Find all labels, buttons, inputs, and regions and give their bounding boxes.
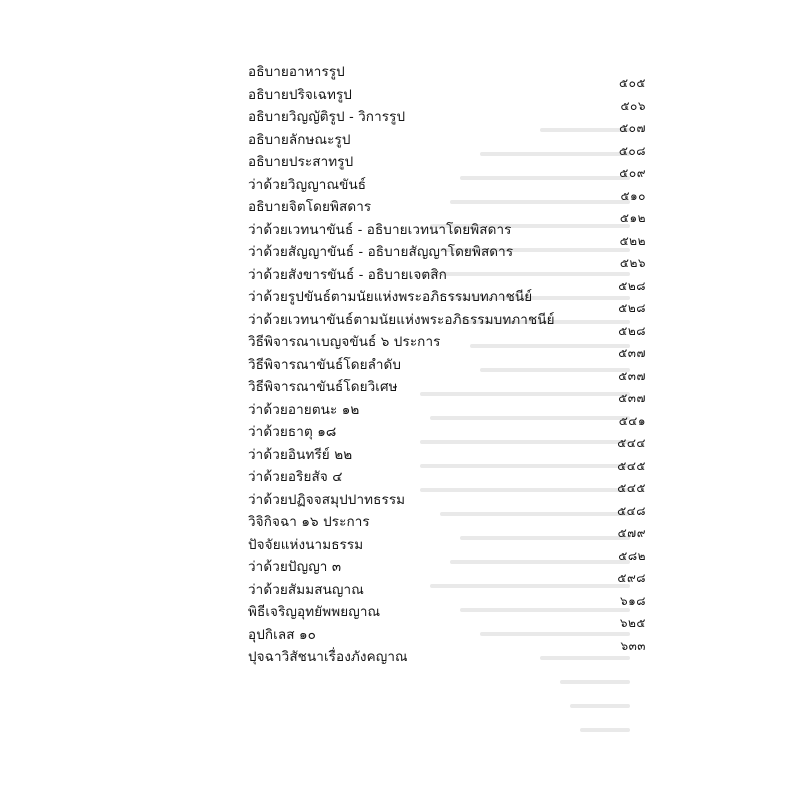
table-of-contents: [248, 62, 646, 670]
toc-entry-page: ๖๓๓: [620, 638, 646, 653]
toc-entry: [248, 62, 646, 90]
toc-entry-title: ว่าด้วยธาตุ ๑๘: [248, 424, 337, 440]
toc-entry-page: ๕๒๖: [619, 256, 646, 270]
toc-entry: [248, 602, 646, 630]
toc-entry: [248, 310, 646, 338]
toc-entry: [248, 377, 646, 405]
toc-entry-title: ว่าด้วยอริยสัจ ๔: [248, 469, 343, 485]
toc-entry-page: ๕๑๒: [619, 211, 646, 225]
toc-entry-page: ๕๗๙: [617, 526, 646, 540]
toc-entry-title: ว่าด้วยเวทนาขันธ์ตามนัยแห่งพระอภิธรรมบทภาชนีย์: [248, 311, 555, 328]
toc-entry-title: อธิบายอาหารรูป: [248, 64, 345, 80]
toc-entry: [248, 287, 646, 315]
toc-entry: [248, 197, 646, 225]
toc-entry: [248, 625, 646, 653]
toc-entry: [248, 467, 646, 495]
toc-entry: [248, 512, 646, 540]
toc-entry: [248, 490, 646, 518]
toc-entry-page: ๕๐๕: [619, 76, 646, 90]
toc-entry: [248, 332, 646, 360]
toc-entry-title: วิธีพิจารณาเบญจขันธ์ ๖ ประการ: [248, 334, 441, 350]
toc-entry-title: วิธีพิจารณาขันธ์โดยวิเศษ: [248, 379, 398, 395]
toc-entry: [248, 445, 646, 473]
toc-entry-title: ว่าด้วยอินทรีย์ ๒๒: [248, 446, 353, 463]
toc-entry-title: อธิบายประสาทรูป: [248, 154, 354, 170]
toc-entry-title: ปุจฉาวิสัชนาเรื่องภังคญาณ: [248, 649, 408, 665]
toc-entry-title: ว่าด้วยปฏิจจสมุปปาทธรรม: [248, 491, 406, 508]
toc-entry: [248, 175, 646, 203]
toc-entry-title: อธิบายลักษณะรูป: [248, 131, 351, 148]
toc-entry-title: ว่าด้วยอายตนะ ๑๒: [248, 401, 360, 418]
toc-entry-page: ๕๔๔: [617, 436, 646, 450]
toc-entry-page: ๕๒๒: [619, 233, 646, 248]
toc-entry-title: ปัจจัยแห่งนามธรรม: [248, 536, 364, 553]
toc-entry: [248, 557, 646, 585]
toc-entry-title: อธิบายจิตโดยพิสดาร: [248, 199, 372, 215]
toc-entry: [248, 647, 646, 670]
toc-entry-page: ๖๑๘: [620, 593, 646, 608]
toc-entry-title: อธิบายปริจเฉทรูป: [248, 86, 352, 103]
toc-entry-page: ๕๒๘: [618, 323, 646, 338]
toc-entry-page: ๕๔๑: [618, 413, 646, 428]
toc-entry-title: ว่าด้วยเวทนาขันธ์ - อธิบายเวทนาโดยพิสดาร: [248, 221, 512, 238]
toc-entry: [248, 580, 646, 608]
toc-entry: [248, 535, 646, 563]
toc-entry: [248, 265, 646, 293]
toc-entry-title: วิจิกิจฉา ๑๖ ประการ: [248, 514, 370, 530]
toc-entry-title: ว่าด้วยรูปขันธ์ตามนัยแห่งพระอภิธรรมบทภาชนีย์: [248, 289, 533, 305]
toc-entry-page: ๕๘๒: [618, 548, 646, 563]
toc-entry-page: ๕๐๙: [619, 166, 646, 180]
toc-entry-title: ว่าด้วยสังขารขันธ์ - อธิบายเจตสิก: [248, 266, 447, 283]
toc-entry-page: ๕๔๕: [617, 481, 646, 495]
toc-entry: [248, 220, 646, 248]
toc-entry: [248, 242, 646, 270]
toc-entry: [248, 400, 646, 428]
toc-entry: [248, 152, 646, 180]
toc-entry-page: ๕๔๘: [617, 503, 646, 518]
toc-entry-page: ๕๑๐: [620, 188, 646, 203]
toc-entry-page: ๕๒๘: [618, 278, 646, 293]
toc-entry-title: อธิบายวิญญัติรูป - วิการรูป: [248, 109, 406, 125]
toc-entry-title: ว่าด้วยสัญญาขันธ์ - อธิบายสัญญาโดยพิสดาร: [248, 244, 514, 260]
toc-entry-page: ๕๓๗: [618, 346, 646, 360]
toc-entry-title: พิธีเจริญอุทยัพพยญาณ: [248, 604, 381, 620]
toc-entry-title: ว่าด้วยปัญญา ๓: [248, 559, 342, 575]
toc-entry-page: ๖๒๕: [619, 616, 646, 630]
toc-entry-page: ๕๐๗: [619, 121, 646, 135]
toc-entry-title: ว่าด้วยวิญญาณขันธ์: [248, 176, 367, 193]
toc-entry-title: วิธีพิจารณาขันธ์โดยลำดับ: [248, 356, 402, 373]
toc-entry: [248, 130, 646, 158]
toc-entry: [248, 422, 646, 450]
toc-entry-page: ๕๓๗: [618, 368, 646, 383]
toc-entry: [248, 107, 646, 135]
toc-entry-title: ว่าด้วยสัมมสนญาณ: [248, 581, 364, 598]
toc-entry-page: ๕๐๘: [618, 143, 646, 158]
toc-entry-page: ๕๐๖: [620, 98, 646, 113]
toc-entry-page: ๕๙๘: [617, 571, 646, 585]
toc-entry-title: อุปกิเลส ๑๐: [248, 626, 316, 643]
toc-entry-page: ๕๓๗: [618, 391, 646, 405]
toc-entry-page: ๕๔๕: [617, 458, 646, 473]
toc-entry-page: ๕๒๘: [618, 301, 646, 315]
toc-entry: [248, 85, 646, 113]
toc-entry: [248, 355, 646, 383]
